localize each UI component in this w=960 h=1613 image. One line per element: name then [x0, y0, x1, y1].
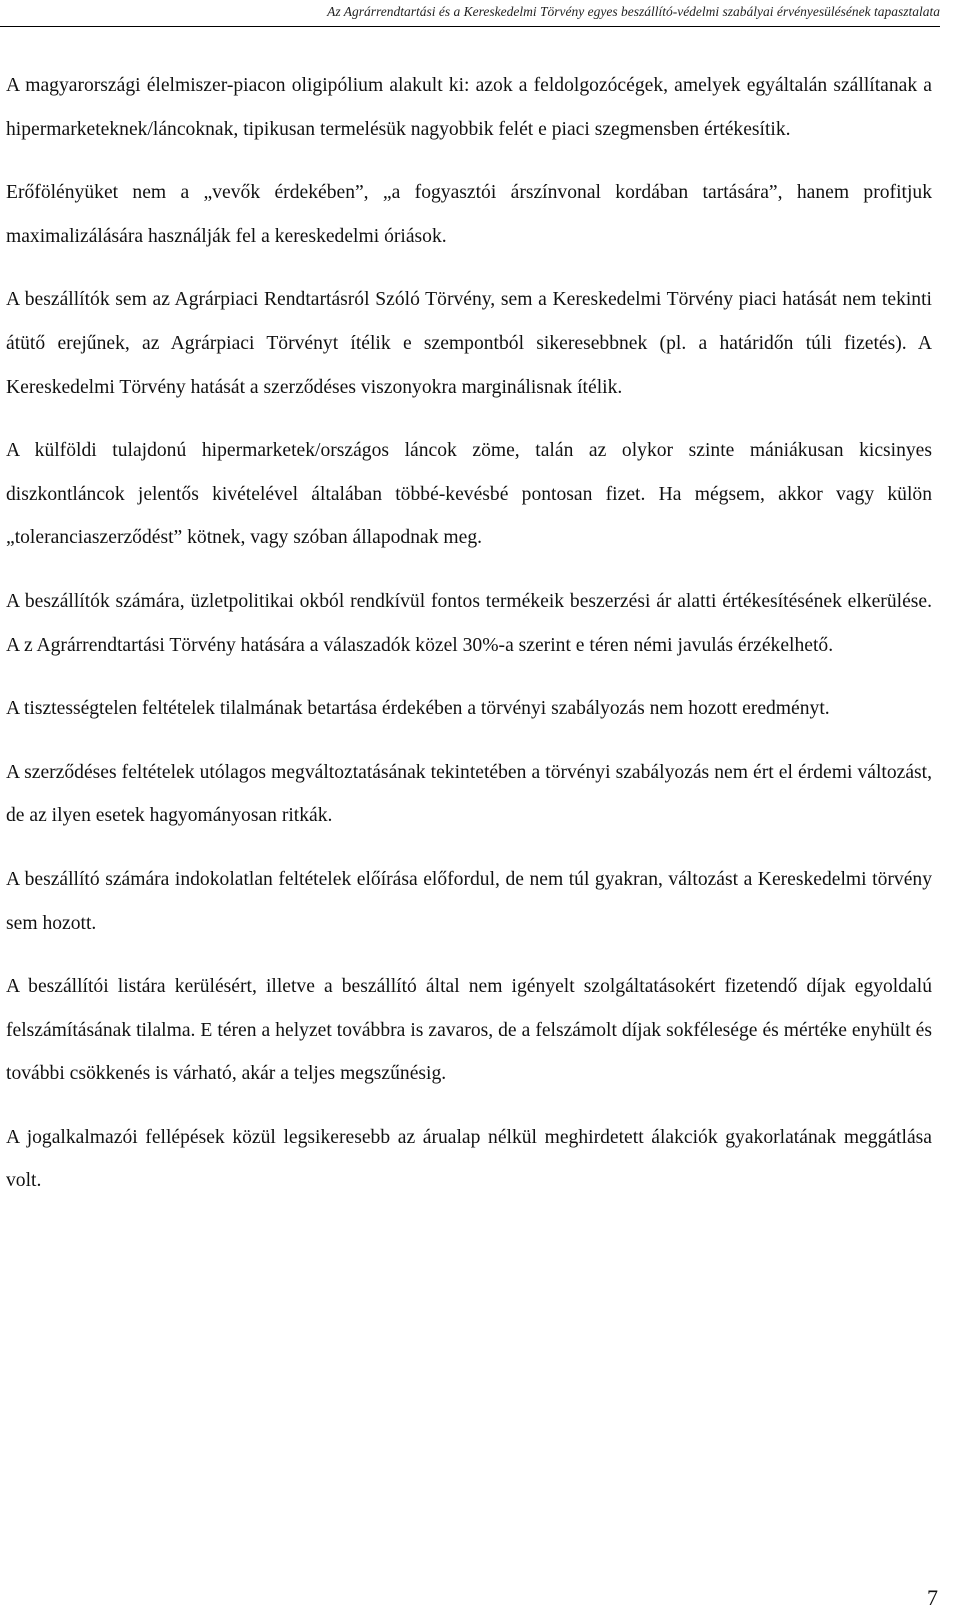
document-body [6, 64, 932, 1223]
paragraph-law-impact: A beszállítók sem az Agrárpiaci Rendtartásról Szóló Törvény, sem a Kereskedelmi Törvény piaci hatását nem tekinti átütő erejűnek, az Agrárpiaci Törvényt ítélik e szempontból sikeresebbnek (pl. a határidőn túli fizetés). A Kereskedelmi Törvény hatását a szerződéses viszonyokra marginálisnak ítélik. [6, 289, 932, 398]
paragraph-payment: A külföldi tulajdonú hipermarketek/országos láncok zöme, talán az olykor szinte mániákusan kicsinyes diszkontláncok jelentős kivételével általában többé-kevésbé pontosan fizet. Ha mégsem, akkor vagy külön „toleranciaszerződést” kötnek, vagy szóban állapodnak meg. [6, 440, 932, 549]
page-number: 7 [927, 1585, 938, 1610]
paragraph-dominance: Erőfölényüket nem a „vevők érdekében”, „a fogyasztói árszínvonal kordában tartására”, hanem profitjuk maximalizálására használják fel a kereskedelmi óriások. [6, 182, 932, 247]
paragraph-oligopoly: A magyarországi élelmiszer-piacon oligipólium alakult ki: azok a feldolgozócégek, amelyek egyáltalán szállítanak a hipermarketeknek/láncoknak, tipikusan termelésük nagyobbik felét e piaci szegmensben értékesítik. [6, 75, 932, 140]
paragraph-enforcement: A jogalkalmazói fellépések közül legsikeresebb az árualap nélkül meghirdetett álakciók gyakorlatának meggátlása volt. [6, 1126, 932, 1192]
paragraph-listing-fees: A beszállítói listára kerülésért, illetve a beszállító által nem igényelt szolgáltatásokért fizetendő díjak egyoldalú felszámításának tilalma. E téren a helyzet továbbra is zavaros, de a felszámolt díjak sokfélesége és mértéke enyhült és további csökkenés is várható, akár a teljes megszűnésig. [6, 976, 932, 1085]
paragraph-unjustified-conditions: A beszállító számára indokolatlan feltételek előírása előfordul, de nem túl gyakran, változást a Kereskedelmi törvény sem hozott. [6, 868, 932, 934]
running-header: Az Agrárrendtartási és a Kereskedelmi Törvény egyes beszállító-védelmi szabályai érvényesülésének tapasztalata [0, 4, 940, 27]
paragraph-contract-changes: A szerződéses feltételek utólagos megváltoztatásának tekintetében a törvényi szabályozás nem ért el érdemi változást, de az ilyen esetek hagyományosan ritkák. [6, 761, 932, 827]
paragraph-below-cost-sales: A beszállítók számára, üzletpolitikai okból rendkívül fontos termékeik beszerzési ár alatti értékesítésének elkerülése. A z Agrárrendtartási Törvény hatására a válaszadók közel 30%-a szerint e téren némi javulás érzékelhető. [6, 590, 932, 656]
paragraph-unfair-terms: A tisztességtelen feltételek tilalmának betartása érdekében a törvényi szabályozás nem hozott eredményt. [6, 698, 830, 720]
